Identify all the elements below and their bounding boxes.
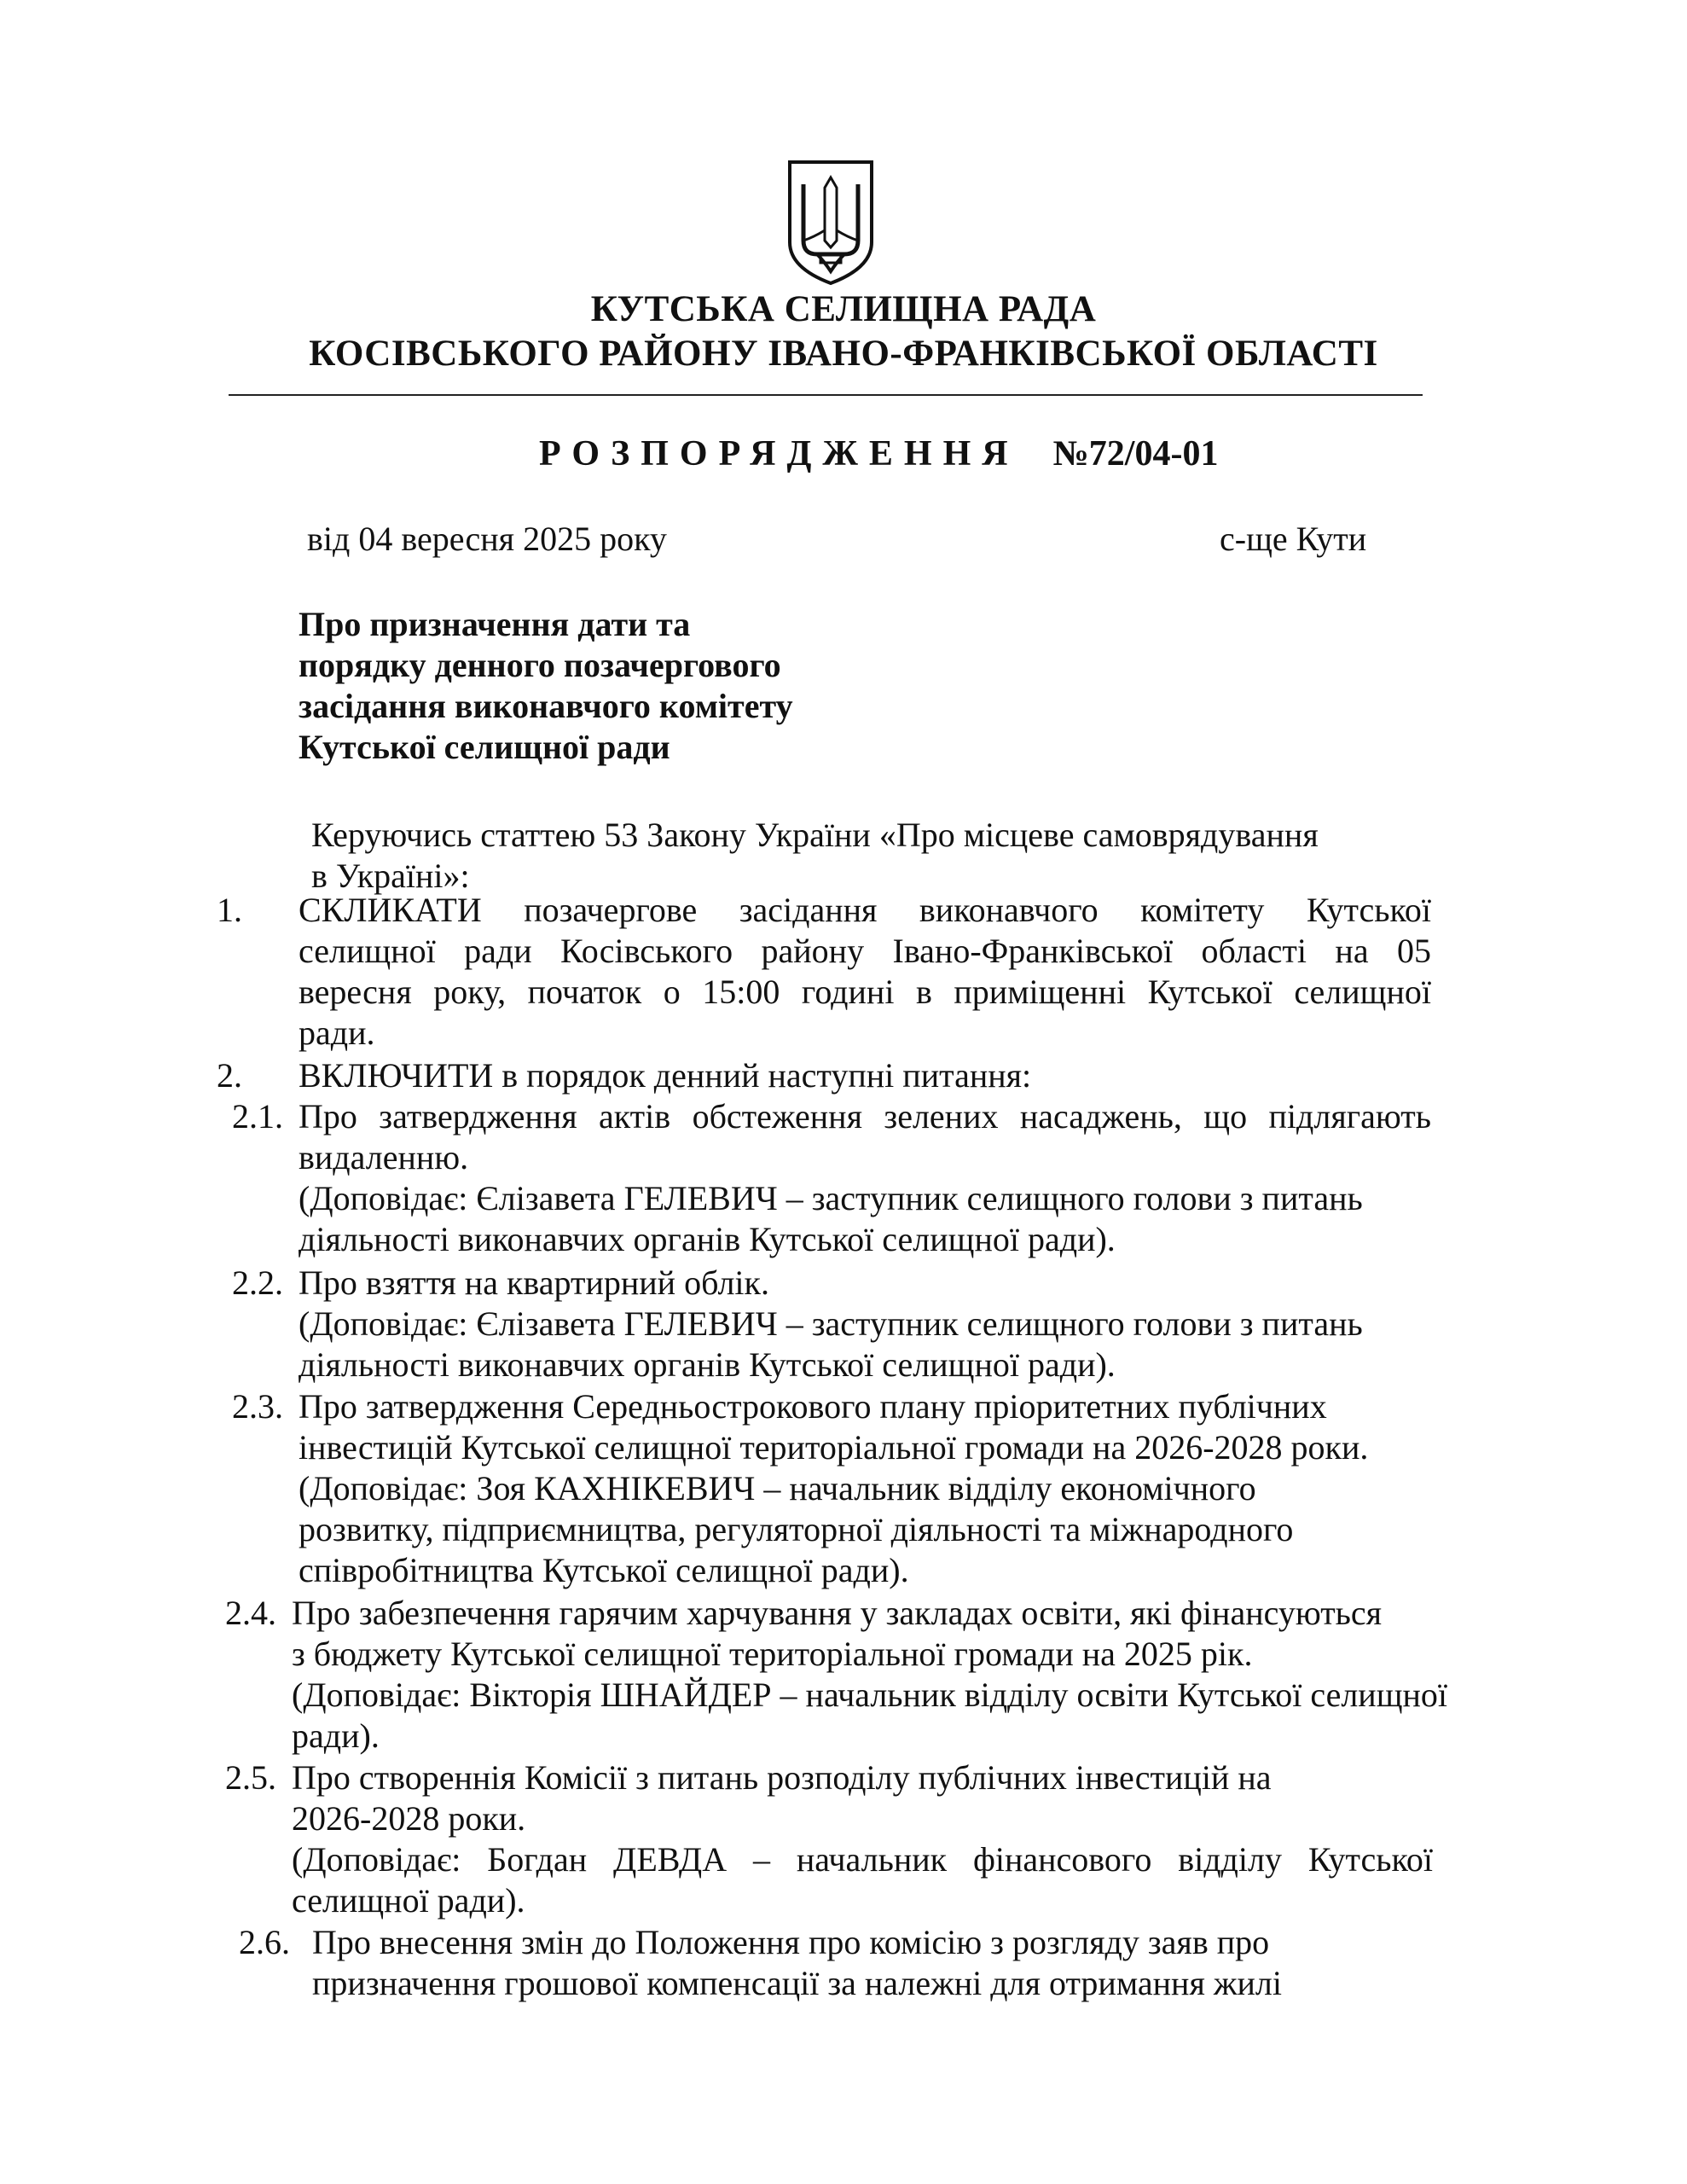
item-line: (Доповідає: Зоя КАХНІКЕВИЧ – начальник відділу економічного xyxy=(299,1469,1256,1507)
item-line: співробітництва Кутської селищної ради). xyxy=(299,1551,909,1589)
item-line: (Доповідає: Вікторія ШНАЙДЕР – начальник відділу освіти Кутської селищної xyxy=(292,1676,1448,1714)
item-line: Про затвердження актів обстеження зелених насаджень, що підлягають xyxy=(299,1097,1431,1136)
organization-district: КОСІВСЬКОГО РАЙОНУ ІВАНО-ФРАНКІВСЬКОЇ ОБЛАСТІ xyxy=(309,334,1378,374)
item-number: 2.3. xyxy=(232,1387,283,1426)
item-line: інвестицій Кутської селищної територіальної громади на 2026-2028 роки. xyxy=(299,1428,1369,1467)
item-number: 2.5. xyxy=(225,1758,276,1797)
coat-of-arms-of-ukraine-icon xyxy=(783,159,878,287)
item-line: ради). xyxy=(292,1716,380,1755)
item-line: призначення грошової компенсації за належні для отримання жилі xyxy=(312,1964,1282,2002)
item-line: (Доповідає: Богдан ДЕВДА – начальник фінансового відділу Кутської xyxy=(292,1840,1433,1879)
item-line: вересня року, початок о 15:00 годині в приміщенні Кутської селищної xyxy=(299,973,1431,1011)
item-line: ради. xyxy=(299,1014,375,1052)
header-divider xyxy=(229,394,1423,396)
subject-line: Про призначення дати та xyxy=(299,605,691,643)
item-line: (Доповідає: Єлізавета ГЕЛЕВИЧ – заступник селищного голови з питань xyxy=(299,1304,1363,1343)
item-line: Про затвердження Середньострокового плану пріоритетних публічних xyxy=(299,1387,1327,1426)
item-line: (Доповідає: Єлізавета ГЕЛЕВИЧ – заступник селищного голови з питань xyxy=(299,1179,1363,1217)
document-subject xyxy=(299,604,793,768)
item-line: Про створеннія Комісії з питань розподілу публічних інвестицій на xyxy=(292,1758,1272,1797)
organization-name: КУТСЬКА СЕЛИЩНА РАДА xyxy=(590,289,1097,329)
item-line: Про внесення змін до Положення про комісію з розгляду заяв про xyxy=(312,1923,1270,1961)
document-date: від 04 вересня 2025 року xyxy=(307,520,667,558)
document-kind: РОЗПОРЯДЖЕННЯ xyxy=(539,434,1019,473)
preamble-line: в Україні»: xyxy=(311,857,470,895)
subject-line: засідання виконавчого комітету xyxy=(299,687,793,725)
subject-line: порядку денного позачергового xyxy=(299,646,781,684)
item-number: 1. xyxy=(217,891,242,929)
item-line: Про забезпечення гарячим харчування у закладах освіти, які фінансуються xyxy=(292,1594,1383,1632)
item-line: селищної ради). xyxy=(292,1881,525,1920)
subject-line: Кутської селищної ради xyxy=(299,728,670,766)
item-number: 2.6. xyxy=(239,1923,290,1961)
item-number: 2. xyxy=(217,1056,242,1095)
preamble-line: Керуючись статтею 53 Закону України «Про місцеве самоврядування xyxy=(311,816,1319,854)
document-title xyxy=(539,433,1218,474)
document-number: №72/04-01 xyxy=(1052,434,1219,473)
item-number: 2.4. xyxy=(225,1594,276,1632)
item-line: діяльності виконавчих органів Кутської селищної ради). xyxy=(299,1220,1116,1258)
item-line: СКЛИКАТИ позачергове засідання виконавчого комітету Кутської xyxy=(299,891,1431,929)
preamble xyxy=(311,815,1319,897)
item-line: Про взяття на квартирний облік. xyxy=(299,1263,769,1302)
item-line: розвитку, підприємництва, регуляторної діяльності та міжнародного xyxy=(299,1510,1294,1548)
item-line: селищної ради Косівського району Івано-Франківської області на 05 xyxy=(299,932,1431,970)
item-line: 2026-2028 роки. xyxy=(292,1799,526,1838)
document-place: с-ще Кути xyxy=(1220,520,1367,558)
item-line: видаленню. xyxy=(299,1138,469,1176)
item-number: 2.1. xyxy=(232,1097,283,1136)
item-line: діяльності виконавчих органів Кутської селищної ради). xyxy=(299,1345,1116,1384)
item-number: 2.2. xyxy=(232,1263,283,1302)
item-line: з бюджету Кутської селищної територіальної громади на 2025 рік. xyxy=(292,1635,1253,1673)
item-line: ВКЛЮЧИТИ в порядок денний наступні питання: xyxy=(299,1056,1032,1095)
